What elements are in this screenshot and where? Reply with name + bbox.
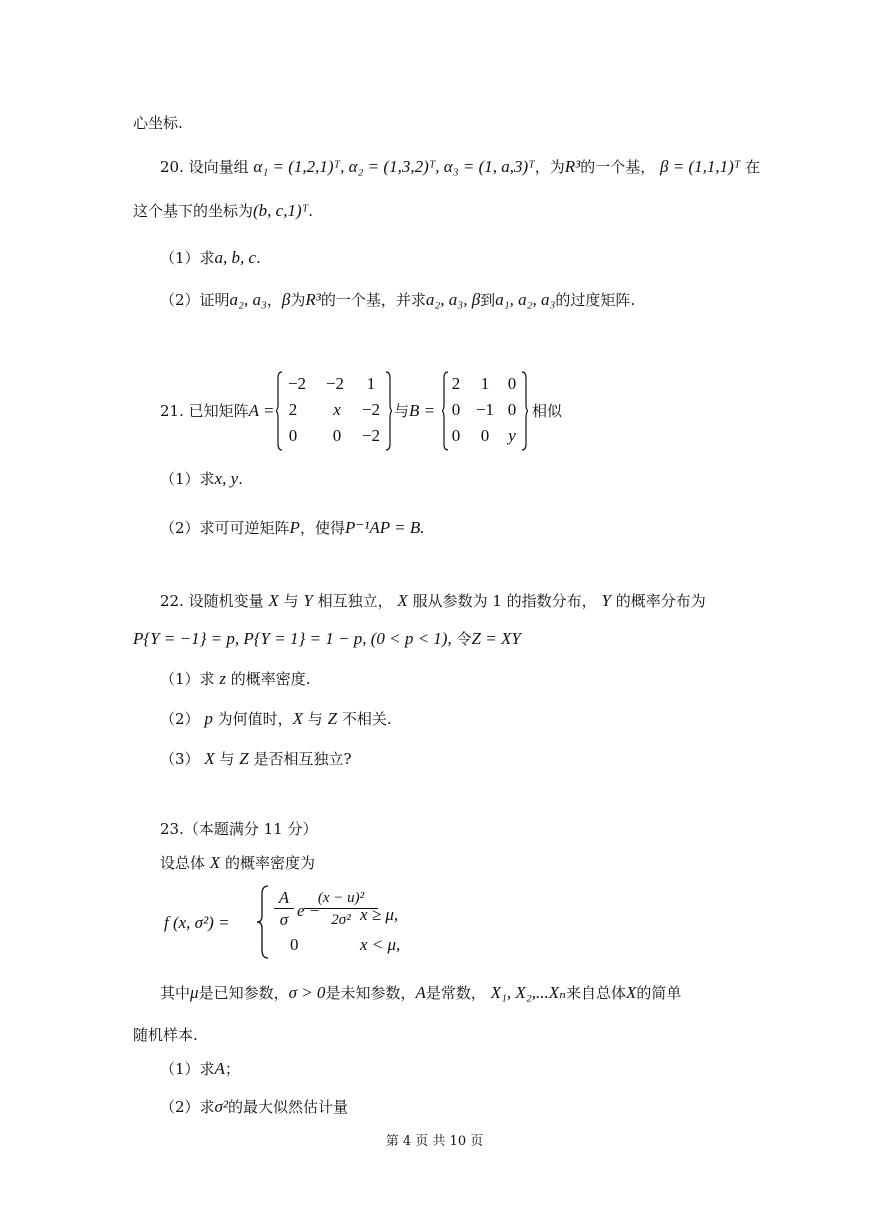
question-23-line3 bbox=[160, 982, 681, 1004]
question-21-part1 bbox=[160, 468, 243, 490]
numerator: (x − u)² bbox=[304, 888, 378, 909]
matrix-cell: 1 bbox=[480, 374, 490, 393]
matrix-cell: 0 bbox=[507, 400, 517, 419]
math: Z = XY bbox=[471, 629, 521, 648]
text: 是否相互独立? bbox=[253, 750, 352, 768]
text: 的一个基， bbox=[580, 158, 656, 176]
text: 20. 设向量组 bbox=[160, 158, 249, 176]
matrix-a bbox=[276, 370, 392, 452]
matrix-cell: 0 bbox=[451, 400, 461, 419]
text: （1）求 bbox=[160, 670, 215, 688]
text: 与 bbox=[394, 402, 410, 420]
text: ，使得 bbox=[299, 519, 345, 537]
math: a₁, a₂, a₃ bbox=[495, 290, 556, 309]
math: X bbox=[209, 853, 221, 872]
text: （1）求 bbox=[160, 249, 215, 267]
math: p bbox=[204, 709, 213, 728]
text: 其中 bbox=[160, 984, 191, 1002]
matrix-cell: −2 bbox=[325, 374, 345, 393]
text: 这个基下的坐标为 bbox=[133, 202, 254, 220]
math: X bbox=[268, 591, 279, 610]
math: σ² bbox=[214, 1097, 229, 1116]
text: （2）求可可逆矩阵 bbox=[160, 519, 290, 537]
question-20-line2 bbox=[133, 200, 313, 222]
math: P⁻¹AP = B. bbox=[344, 518, 425, 537]
text: 的一个基，并求 bbox=[320, 291, 426, 309]
text: . bbox=[256, 249, 261, 267]
text: 相似 bbox=[532, 402, 563, 420]
text: 心坐标. bbox=[133, 114, 183, 132]
text: （3） bbox=[160, 750, 200, 768]
text: 为 bbox=[290, 291, 306, 309]
matrix-cell: y bbox=[508, 426, 516, 445]
math: R³ bbox=[305, 290, 321, 309]
question-23-intro bbox=[160, 852, 315, 874]
math: Z bbox=[327, 709, 338, 728]
text: 是常数， bbox=[425, 984, 486, 1002]
question-20-part2 bbox=[160, 289, 635, 311]
text: 服从参数为 1 的指数分布， bbox=[412, 592, 597, 610]
text: 的概率密度. bbox=[230, 670, 311, 688]
math: X bbox=[626, 983, 637, 1002]
text: 是已知参数， bbox=[198, 984, 289, 1002]
text: 为何值时， bbox=[217, 710, 293, 728]
formula-lhs bbox=[164, 912, 230, 934]
text: . bbox=[238, 470, 243, 488]
text: 与 bbox=[283, 592, 299, 610]
math: X bbox=[397, 591, 408, 610]
matrix-cell: x bbox=[333, 400, 341, 419]
question-22-part1 bbox=[160, 668, 311, 690]
math: σ > 0 bbox=[288, 983, 326, 1002]
math: a₂, a₃, β bbox=[425, 290, 481, 309]
text: ，为 bbox=[534, 158, 565, 176]
math: X₁, X₂,...Xₙ bbox=[490, 983, 567, 1002]
math: X bbox=[204, 749, 215, 768]
question-23-part2 bbox=[160, 1096, 348, 1118]
math: α₁ = (1,2,1)ᵀ, α₂ = (1,3,2)ᵀ, α₃ = (1, a,3)ᵀ bbox=[253, 157, 535, 176]
math: A bbox=[214, 1059, 225, 1078]
matrix-cell: 2 bbox=[451, 374, 461, 393]
text: 到 bbox=[480, 291, 496, 309]
text: （1）求 bbox=[160, 1060, 215, 1078]
text: 与 bbox=[307, 710, 323, 728]
math: X bbox=[292, 709, 304, 728]
matrix-cell: −2 bbox=[287, 374, 307, 393]
denominator: 2σ² bbox=[331, 912, 351, 928]
math: P{Y = −1} = p, P{Y = 1} = 1 − p, (0 < p < 1), bbox=[133, 629, 452, 648]
text: 的最大似然估计量 bbox=[228, 1098, 349, 1116]
question-22-part3 bbox=[160, 748, 352, 770]
question-21-end bbox=[532, 400, 562, 422]
text: （2） bbox=[160, 710, 200, 728]
matrix-cell: −2 bbox=[361, 426, 381, 445]
math: Y bbox=[303, 591, 313, 610]
math: R³ bbox=[564, 157, 581, 176]
math: A = bbox=[248, 401, 275, 420]
text: 设总体 bbox=[160, 854, 206, 872]
matrix-cell: −1 bbox=[475, 400, 495, 419]
question-23-line4 bbox=[133, 1024, 198, 1046]
text: 的概率分布为 bbox=[615, 592, 706, 610]
fraction-a-over-sigma bbox=[274, 888, 294, 931]
math: β = (1,1,1)ᵀ bbox=[660, 157, 741, 176]
matrix-cell: 0 bbox=[332, 426, 342, 445]
question-20-line1 bbox=[160, 156, 760, 178]
formula-condition-2 bbox=[360, 934, 400, 956]
matrix-b bbox=[442, 370, 528, 452]
matrix-cell: 2 bbox=[288, 400, 298, 419]
text: （2）证明 bbox=[160, 291, 230, 309]
formula-condition-1 bbox=[360, 904, 398, 926]
formula-zero bbox=[290, 934, 299, 956]
matrix-cell: 0 bbox=[451, 426, 461, 445]
question-23-part1 bbox=[160, 1058, 240, 1080]
text: 22. 设随机变量 bbox=[160, 592, 264, 610]
question-20-part1 bbox=[160, 247, 261, 269]
text: 相互独立， bbox=[317, 592, 393, 610]
question-21-mid bbox=[394, 400, 435, 422]
math: x < μ, bbox=[360, 935, 401, 954]
denominator: σ bbox=[279, 910, 289, 929]
matrix-cell: 0 bbox=[480, 426, 490, 445]
math: e − bbox=[297, 901, 321, 920]
text: 23.（本题满分 11 分） bbox=[160, 820, 318, 838]
question-22-line2 bbox=[133, 628, 521, 650]
text: 在 bbox=[745, 158, 761, 176]
question-23-title bbox=[160, 818, 317, 840]
math: x ≥ μ, bbox=[360, 905, 399, 924]
text: （1）求 bbox=[160, 470, 215, 488]
numerator: A bbox=[274, 888, 294, 909]
matrix-cell: −2 bbox=[361, 400, 381, 419]
text: 不相关. bbox=[341, 710, 392, 728]
math: β bbox=[281, 290, 291, 309]
matrix-cell: 0 bbox=[507, 374, 517, 393]
math: a, b, c bbox=[214, 248, 257, 267]
math: x, y bbox=[214, 469, 239, 488]
question-22-line1 bbox=[160, 590, 706, 612]
text: 的简单 bbox=[636, 984, 682, 1002]
text: ； bbox=[224, 1060, 240, 1078]
text: 来自总体 bbox=[566, 984, 627, 1002]
math: Z bbox=[239, 749, 249, 768]
math: z bbox=[219, 669, 226, 688]
text: 的过度矩阵. bbox=[555, 291, 636, 309]
math: f (x, σ²) = bbox=[164, 913, 230, 932]
math: A bbox=[415, 983, 426, 1002]
text: 随机样本. bbox=[133, 1026, 198, 1044]
matrix-cell: 0 bbox=[288, 426, 298, 445]
math: 0 bbox=[290, 935, 299, 954]
text-line bbox=[133, 112, 183, 134]
text: 的概率密度为 bbox=[224, 854, 315, 872]
question-22-part2 bbox=[160, 708, 392, 730]
math: a₂, a₃ bbox=[229, 290, 267, 309]
page-footer: 第 4 页 共 10 页 bbox=[385, 1134, 484, 1149]
math: Y bbox=[601, 591, 611, 610]
text: 是未知参数， bbox=[325, 984, 416, 1002]
math: P bbox=[289, 518, 300, 537]
text: . bbox=[308, 202, 313, 220]
math: (b, c,1)ᵀ bbox=[253, 201, 309, 220]
text: ， bbox=[266, 291, 282, 309]
math: μ bbox=[190, 983, 199, 1002]
math: B = bbox=[409, 401, 436, 420]
question-21-part2 bbox=[160, 517, 424, 539]
text: 令 bbox=[456, 630, 472, 648]
question-21-label bbox=[160, 400, 274, 422]
text: （2）求 bbox=[160, 1098, 215, 1116]
matrix-cell: 1 bbox=[366, 374, 376, 393]
left-brace bbox=[256, 884, 270, 960]
text: 与 bbox=[219, 750, 235, 768]
text: 21. 已知矩阵 bbox=[160, 402, 249, 420]
